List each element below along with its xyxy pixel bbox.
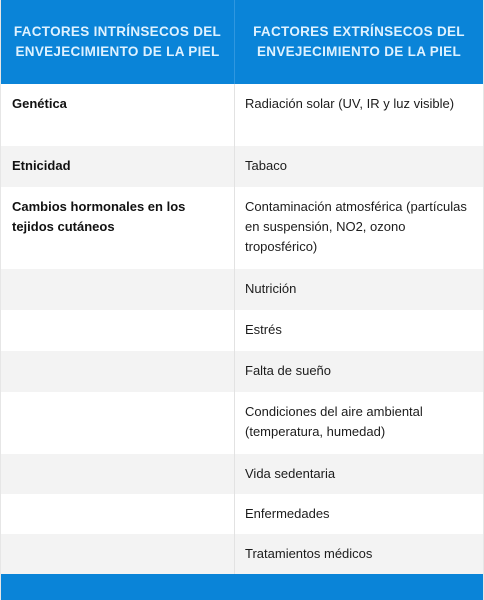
intrinsic-cell: Genética: [12, 96, 67, 111]
intrinsic-cell: Cambios hormonales en los tejidos cutáneos: [12, 199, 186, 234]
table-header: [1, 0, 483, 84]
intrinsic-cell: [1, 392, 234, 454]
extrinsic-cell: Enfermedades: [234, 494, 483, 534]
intrinsic-cell: [1, 269, 234, 310]
table-row: [1, 84, 483, 146]
extrinsic-cell: Radiación solar (UV, IR y luz visible): [234, 84, 483, 146]
table-row: [1, 494, 483, 534]
intrinsic-cell: [1, 454, 234, 494]
intrinsic-cell: [1, 534, 234, 574]
extrinsic-cell: Tratamientos médicos: [234, 534, 483, 574]
table-row: [1, 392, 483, 454]
table-footer-bar: [1, 574, 483, 600]
extrinsic-cell: Tabaco: [234, 146, 483, 187]
intrinsic-cell: [1, 494, 234, 534]
table-row: [1, 310, 483, 351]
table-row: [1, 351, 483, 392]
table-row: [1, 269, 483, 310]
header-extrinsic-factors: FACTORES EXTRÍNSECOS DEL ENVEJECIMIENTO DE LA PIEL: [234, 0, 483, 84]
extrinsic-cell: Vida sedentaria: [234, 454, 483, 494]
table-row: [1, 187, 483, 269]
table-row: [1, 534, 483, 574]
intrinsic-cell: Etnicidad: [12, 158, 71, 173]
intrinsic-cell: [1, 351, 234, 392]
extrinsic-cell: Condiciones del aire ambiental (temperatura, humedad): [234, 392, 483, 454]
intrinsic-cell: [1, 310, 234, 351]
table-row: [1, 454, 483, 494]
extrinsic-cell: Nutrición: [234, 269, 483, 310]
extrinsic-cell: Contaminación atmosférica (partículas en suspensión, NO2, ozono troposférico): [234, 187, 483, 269]
table-row: [1, 146, 483, 187]
extrinsic-cell: Estrés: [234, 310, 483, 351]
extrinsic-cell: Falta de sueño: [234, 351, 483, 392]
header-intrinsic-factors: FACTORES INTRÍNSECOS DEL ENVEJECIMIENTO DE LA PIEL: [13, 24, 222, 59]
